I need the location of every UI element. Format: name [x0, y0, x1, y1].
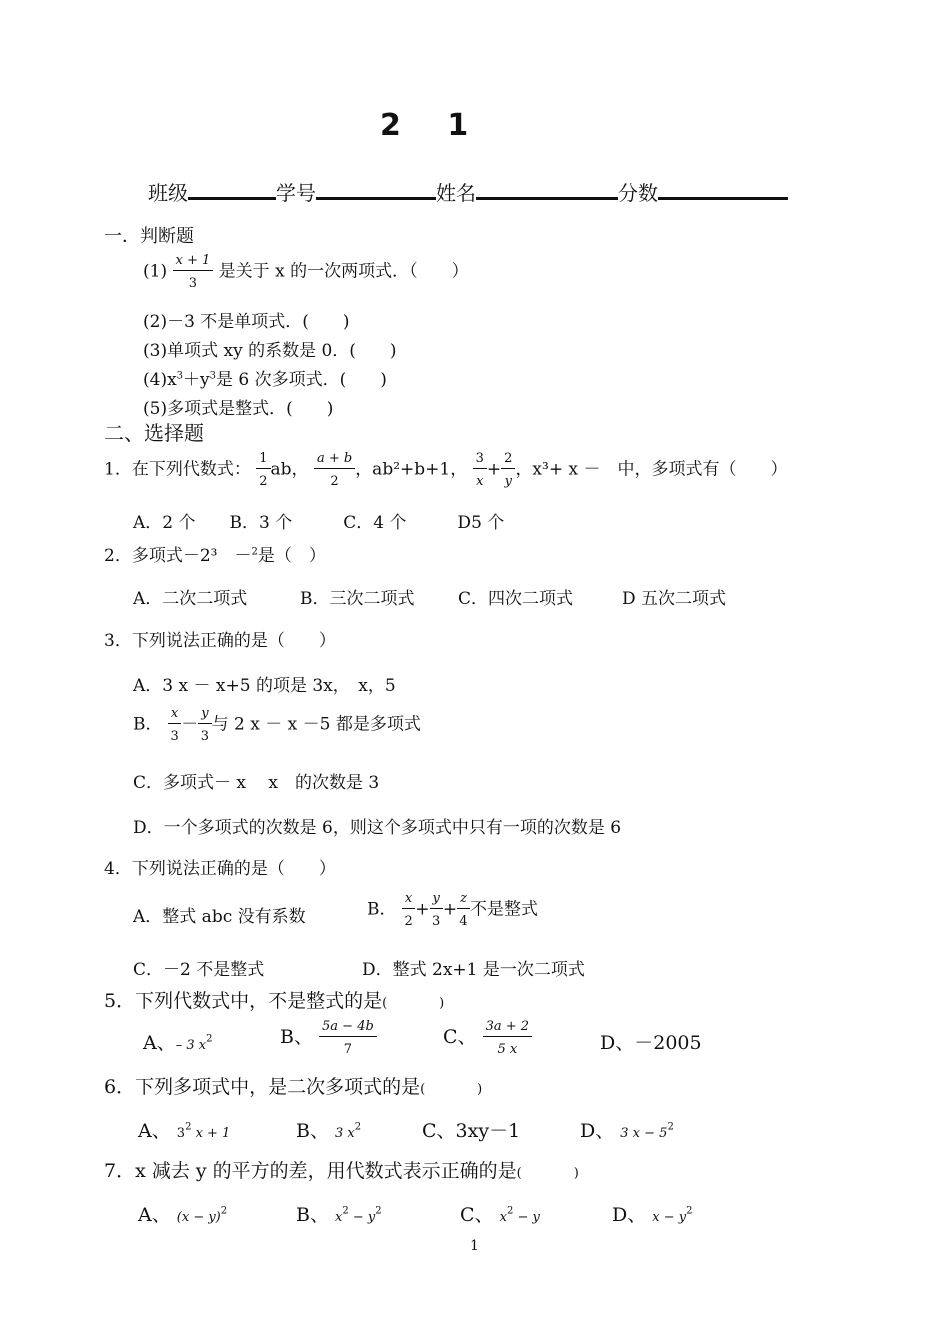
- choice-question-4-option-c: C．－2 不是整式: [133, 960, 265, 980]
- choice-question-7: 7．x 减去 y 的平方的差，用代数式表示正确的是( ): [104, 1160, 579, 1182]
- name-blank: [476, 177, 618, 200]
- class-label: 班级: [148, 181, 188, 205]
- choice-question-5-option-a: A、– 3 $x^2$: [143, 1032, 213, 1054]
- fraction: $\frac{x + 1}{3}$: [173, 254, 214, 290]
- fraction: $\frac{z}{4}$: [457, 892, 470, 928]
- fraction: $\frac{3}{x}$: [473, 452, 487, 488]
- choice-question-6-option-a: A、 $3^2$ x + 1: [138, 1120, 231, 1142]
- choice-question-7-option-d: D、 $x - y^2$: [612, 1204, 693, 1226]
- fraction: $\frac{x}{3}$: [168, 707, 181, 743]
- student-info-line: [148, 177, 788, 206]
- choice-question-1-options: A．2 个 B．3 个 C．4 个 D5 个: [133, 513, 505, 533]
- choice-question-3-option-d: D．一个多项式的次数是 6，则这个多项式中只有一项的次数是 6: [133, 818, 622, 838]
- judge-question-2: (2)－3 不是单项式．( ): [143, 312, 350, 332]
- name-label: 姓名: [436, 181, 476, 205]
- choice-question-7-option-a: A、 $(x - y)^2$: [138, 1204, 228, 1226]
- judge-question-3: (3)单项式 xy 的系数是 0．( ): [143, 341, 397, 361]
- choice-question-3: 3．下列说法正确的是（ ）: [104, 631, 336, 651]
- score-blank: [658, 177, 788, 200]
- choice-question-6-option-c: C、3xy－1: [422, 1120, 521, 1142]
- judge-question-4: $(4)x^3+y^3$是 6 次多项式．( ): [143, 370, 387, 390]
- student-number-label: 学号: [276, 181, 316, 205]
- choice-question-3-option-c: C．多项式－ x x 的次数是 3: [133, 773, 380, 793]
- score-label: 分数: [618, 181, 658, 205]
- page-title: 2 1: [380, 108, 567, 143]
- choice-question-5-option-c: C、 $\frac{3a + 2}{5 x}$: [443, 1020, 532, 1056]
- choice-question-3-option-a: A．3 x － x+5 的项是 3x， x，5: [133, 676, 396, 696]
- fraction: $\frac{x}{2}$: [402, 892, 415, 928]
- judge-question-5: (5)多项式是整式．( ): [143, 399, 334, 419]
- choice-question-3-option-b: B． $\frac{x}{3}$ － $\frac{y}{3}$ 与 2 x － x －5 都是多项式: [133, 706, 421, 744]
- judge-question-1: (1) $\frac{x + 1}{3}$ 是关于 x 的一次两项式．（ ）: [143, 253, 469, 291]
- choice-question-6-option-d: D、 3 $x - 5^2$: [580, 1120, 674, 1142]
- choice-question-6: 6．下列多项式中，是二次多项式的是( ): [104, 1076, 483, 1098]
- fraction: $\frac{y}{3}$: [198, 707, 211, 743]
- fraction: $\frac{3a + 2}{5 x}$: [483, 1020, 532, 1056]
- student-number-blank: [316, 177, 436, 200]
- choice-question-5-option-b: B、 $\frac{5a - 4b}{7}$: [280, 1020, 377, 1056]
- choice-question-7-option-b: B、 $x^2 - y^2$: [296, 1204, 382, 1226]
- choice-question-4-option-b: B． $\frac{x}{2}$ + $\frac{y}{3}$ + $\frac{z}{4}$ 不是整式: [367, 891, 538, 929]
- choice-question-2-option-a: A．二次二项式: [133, 589, 248, 609]
- fraction: $\frac{2}{y}$: [501, 452, 515, 488]
- page-number: 1: [470, 1238, 479, 1254]
- choice-question-7-option-c: C、 $x^2 - y$: [460, 1204, 540, 1226]
- choice-question-4-option-d: D．整式 2x+1 是一次二项式: [362, 960, 585, 980]
- choice-question-5: 5．下列代数式中，不是整式的是( ): [104, 990, 445, 1012]
- choice-question-5-option-d: D、－2005: [600, 1032, 702, 1054]
- choice-question-4-option-a: A．整式 abc 没有系数: [133, 907, 306, 927]
- choice-question-2-option-c: C．四次二项式: [458, 589, 574, 609]
- choice-question-2: 2．多项式－2³ －$^2$是（ ）: [104, 546, 326, 566]
- fraction: $\frac{y}{3}$: [430, 892, 443, 928]
- choice-question-6-option-b: B、 3 $x^2$: [296, 1120, 362, 1142]
- fraction: $\frac{5a - 4b}{7}$: [319, 1020, 377, 1056]
- fraction: $\frac{1}{2}$: [256, 452, 270, 488]
- section2-heading: 二、选择题: [104, 421, 204, 445]
- section1-heading: 一．判断题: [104, 226, 194, 247]
- choice-question-2-option-b: B．三次二项式: [300, 589, 415, 609]
- fraction: $\frac{a + b}{2}$: [314, 452, 355, 488]
- choice-question-1: 1．在下列代数式： $\frac{1}{2}$ ab， $\frac{a + b}{2}$ ，ab²+b+1， $\frac{3}{x}$ + $\frac{2}{y}$ ，x³+ x － 中，多项式有（ ）: [104, 451, 788, 489]
- class-blank: [188, 177, 276, 200]
- choice-question-4: 4．下列说法正确的是（ ）: [104, 859, 336, 879]
- choice-question-2-option-d: D 五次二项式: [622, 589, 727, 609]
